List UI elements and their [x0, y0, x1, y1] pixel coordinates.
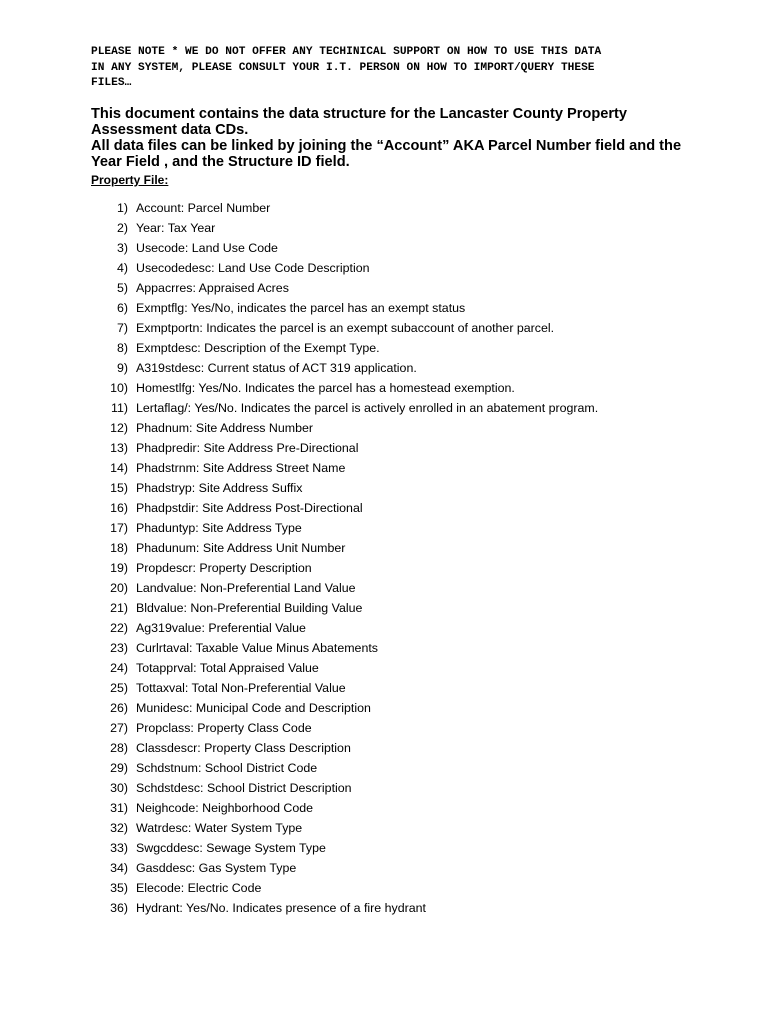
field-description: Landvalue: Non-Preferential Land Value	[136, 581, 356, 595]
field-description: Propclass: Property Class Code	[136, 721, 312, 735]
field-list-item	[0, 358, 770, 378]
field-list-item	[0, 298, 770, 318]
field-list-item	[0, 658, 770, 678]
field-number: 28)	[110, 741, 128, 755]
field-number: 20)	[110, 581, 128, 595]
field-list-item	[0, 218, 770, 238]
document-heading	[91, 106, 731, 170]
field-number: 16)	[110, 501, 128, 515]
field-list-item	[0, 898, 770, 918]
field-number: 27)	[110, 721, 128, 735]
field-number: 34)	[110, 861, 128, 875]
field-number: 4)	[116, 261, 128, 275]
field-list-item	[0, 718, 770, 738]
field-description: Usecode: Land Use Code	[136, 241, 278, 255]
field-number: 2)	[116, 221, 128, 235]
field-list-item	[0, 698, 770, 718]
field-description: Schdstnum: School District Code	[136, 761, 318, 775]
field-list-item	[0, 598, 770, 618]
field-list-item	[0, 758, 770, 778]
field-number: 21)	[110, 601, 128, 615]
field-list-item	[0, 818, 770, 838]
field-description: Totapprval: Total Appraised Value	[136, 661, 319, 675]
field-description: Usecodedesc: Land Use Code Description	[136, 261, 370, 275]
field-description: Exmptflg: Yes/No, indicates the parcel has an exempt status	[136, 301, 466, 315]
field-number: 7)	[116, 321, 128, 335]
field-number: 30)	[110, 781, 128, 795]
field-description: Phadstryp: Site Address Suffix	[136, 481, 303, 495]
heading-line: This document contains the data structure for the Lancaster County Property	[91, 106, 627, 122]
field-number: 22)	[110, 621, 128, 635]
field-description: Elecode: Electric Code	[136, 881, 262, 895]
field-description: Phadpredir: Site Address Pre-Directional	[136, 441, 359, 455]
field-number: 33)	[110, 841, 128, 855]
field-number: 32)	[110, 821, 128, 835]
field-list-item	[0, 498, 770, 518]
field-number: 8)	[116, 341, 128, 355]
field-description: Classdescr: Property Class Description	[136, 741, 351, 755]
field-description: Gasddesc: Gas System Type	[136, 861, 297, 875]
field-description: Propdescr: Property Description	[136, 561, 312, 575]
field-list-item	[0, 258, 770, 278]
field-description: A319stdesc: Current status of ACT 319 application.	[136, 361, 417, 375]
field-description: Munidesc: Municipal Code and Description	[136, 701, 371, 715]
field-description: Phadunum: Site Address Unit Number	[136, 541, 346, 555]
field-description: Exmptportn: Indicates the parcel is an exempt subaccount of another parcel.	[136, 321, 555, 335]
field-number: 29)	[110, 761, 128, 775]
field-number: 6)	[116, 301, 128, 315]
field-description: Account: Parcel Number	[136, 201, 271, 215]
field-list-item	[0, 558, 770, 578]
field-list-item	[0, 418, 770, 438]
field-list-item	[0, 578, 770, 598]
field-list-item	[0, 878, 770, 898]
field-list-item	[0, 838, 770, 858]
field-list-item	[0, 638, 770, 658]
field-number: 15)	[110, 481, 128, 495]
field-list-item	[0, 458, 770, 478]
field-list-item	[0, 538, 770, 558]
field-number: 25)	[110, 681, 128, 695]
field-list-item	[0, 678, 770, 698]
field-list-item	[0, 198, 770, 218]
field-description: Watrdesc: Water System Type	[136, 821, 303, 835]
field-number: 35)	[110, 881, 128, 895]
field-list-item	[0, 378, 770, 398]
field-number: 10)	[110, 381, 128, 395]
field-list	[0, 198, 770, 918]
field-number: 1)	[116, 201, 128, 215]
field-list-item	[0, 478, 770, 498]
field-description: Lertaflag/: Yes/No. Indicates the parcel is actively enrolled in an abatement program.	[136, 401, 599, 415]
notice-line: PLEASE NOTE * WE DO NOT OFFER ANY TECHINICAL SUPPORT ON HOW TO USE THIS DATA	[91, 46, 602, 58]
field-number: 9)	[116, 361, 128, 375]
heading-line: Assessment data CDs.	[91, 122, 249, 138]
field-number: 3)	[116, 241, 128, 255]
field-description: Appacrres: Appraised Acres	[136, 281, 289, 295]
field-number: 11)	[111, 401, 128, 415]
support-notice	[91, 45, 691, 92]
field-list-item	[0, 778, 770, 798]
field-description: Bldvalue: Non-Preferential Building Value	[136, 601, 363, 615]
field-description: Swgcddesc: Sewage System Type	[136, 841, 326, 855]
field-description: Curlrtaval: Taxable Value Minus Abatements	[136, 641, 378, 655]
field-description: Neighcode: Neighborhood Code	[136, 801, 314, 815]
field-list-item	[0, 398, 770, 418]
field-description: Phadpstdir: Site Address Post-Directional	[136, 501, 363, 515]
field-description: Hydrant: Yes/No. Indicates presence of a fire hydrant	[136, 901, 426, 915]
field-number: 36)	[110, 901, 128, 915]
field-number: 14)	[110, 461, 128, 475]
field-description: Schdstdesc: School District Description	[136, 781, 352, 795]
field-description: Year: Tax Year	[136, 221, 216, 235]
field-number: 26)	[110, 701, 128, 715]
field-number: 12)	[110, 421, 128, 435]
field-list-item	[0, 798, 770, 818]
field-list-item	[0, 438, 770, 458]
field-list-item	[0, 318, 770, 338]
field-description: Phaduntyp: Site Address Type	[136, 521, 302, 535]
field-description: Homestlfg: Yes/No. Indicates the parcel has a homestead exemption.	[136, 381, 515, 395]
field-list-item	[0, 738, 770, 758]
field-number: 31)	[110, 801, 128, 815]
field-number: 23)	[110, 641, 128, 655]
section-title: Property File:	[91, 173, 169, 187]
field-description: Exmptdesc: Description of the Exempt Type.	[136, 341, 380, 355]
field-number: 5)	[116, 281, 128, 295]
field-list-item	[0, 238, 770, 258]
notice-line: FILES…	[91, 77, 132, 89]
heading-line: Year Field , and the Structure ID field.	[91, 154, 350, 170]
heading-line: All data files can be linked by joining the “Account” AKA Parcel Number field and the	[91, 138, 682, 154]
field-number: 18)	[110, 541, 128, 555]
field-description: Phadstrnm: Site Address Street Name	[136, 461, 346, 475]
field-number: 19)	[110, 561, 128, 575]
notice-line: IN ANY SYSTEM, PLEASE CONSULT YOUR I.T. PERSON ON HOW TO IMPORT/QUERY THESE	[91, 61, 595, 74]
field-number: 13)	[110, 441, 128, 455]
field-list-item	[0, 278, 770, 298]
field-description: Phadnum: Site Address Number	[136, 421, 314, 435]
field-description: Ag319value: Preferential Value	[136, 621, 306, 635]
field-list-item	[0, 858, 770, 878]
field-list-item	[0, 518, 770, 538]
field-description: Tottaxval: Total Non-Preferential Value	[136, 681, 346, 695]
field-number: 17)	[110, 521, 128, 535]
field-number: 24)	[110, 661, 128, 675]
field-list-item	[0, 338, 770, 358]
field-list-item	[0, 618, 770, 638]
